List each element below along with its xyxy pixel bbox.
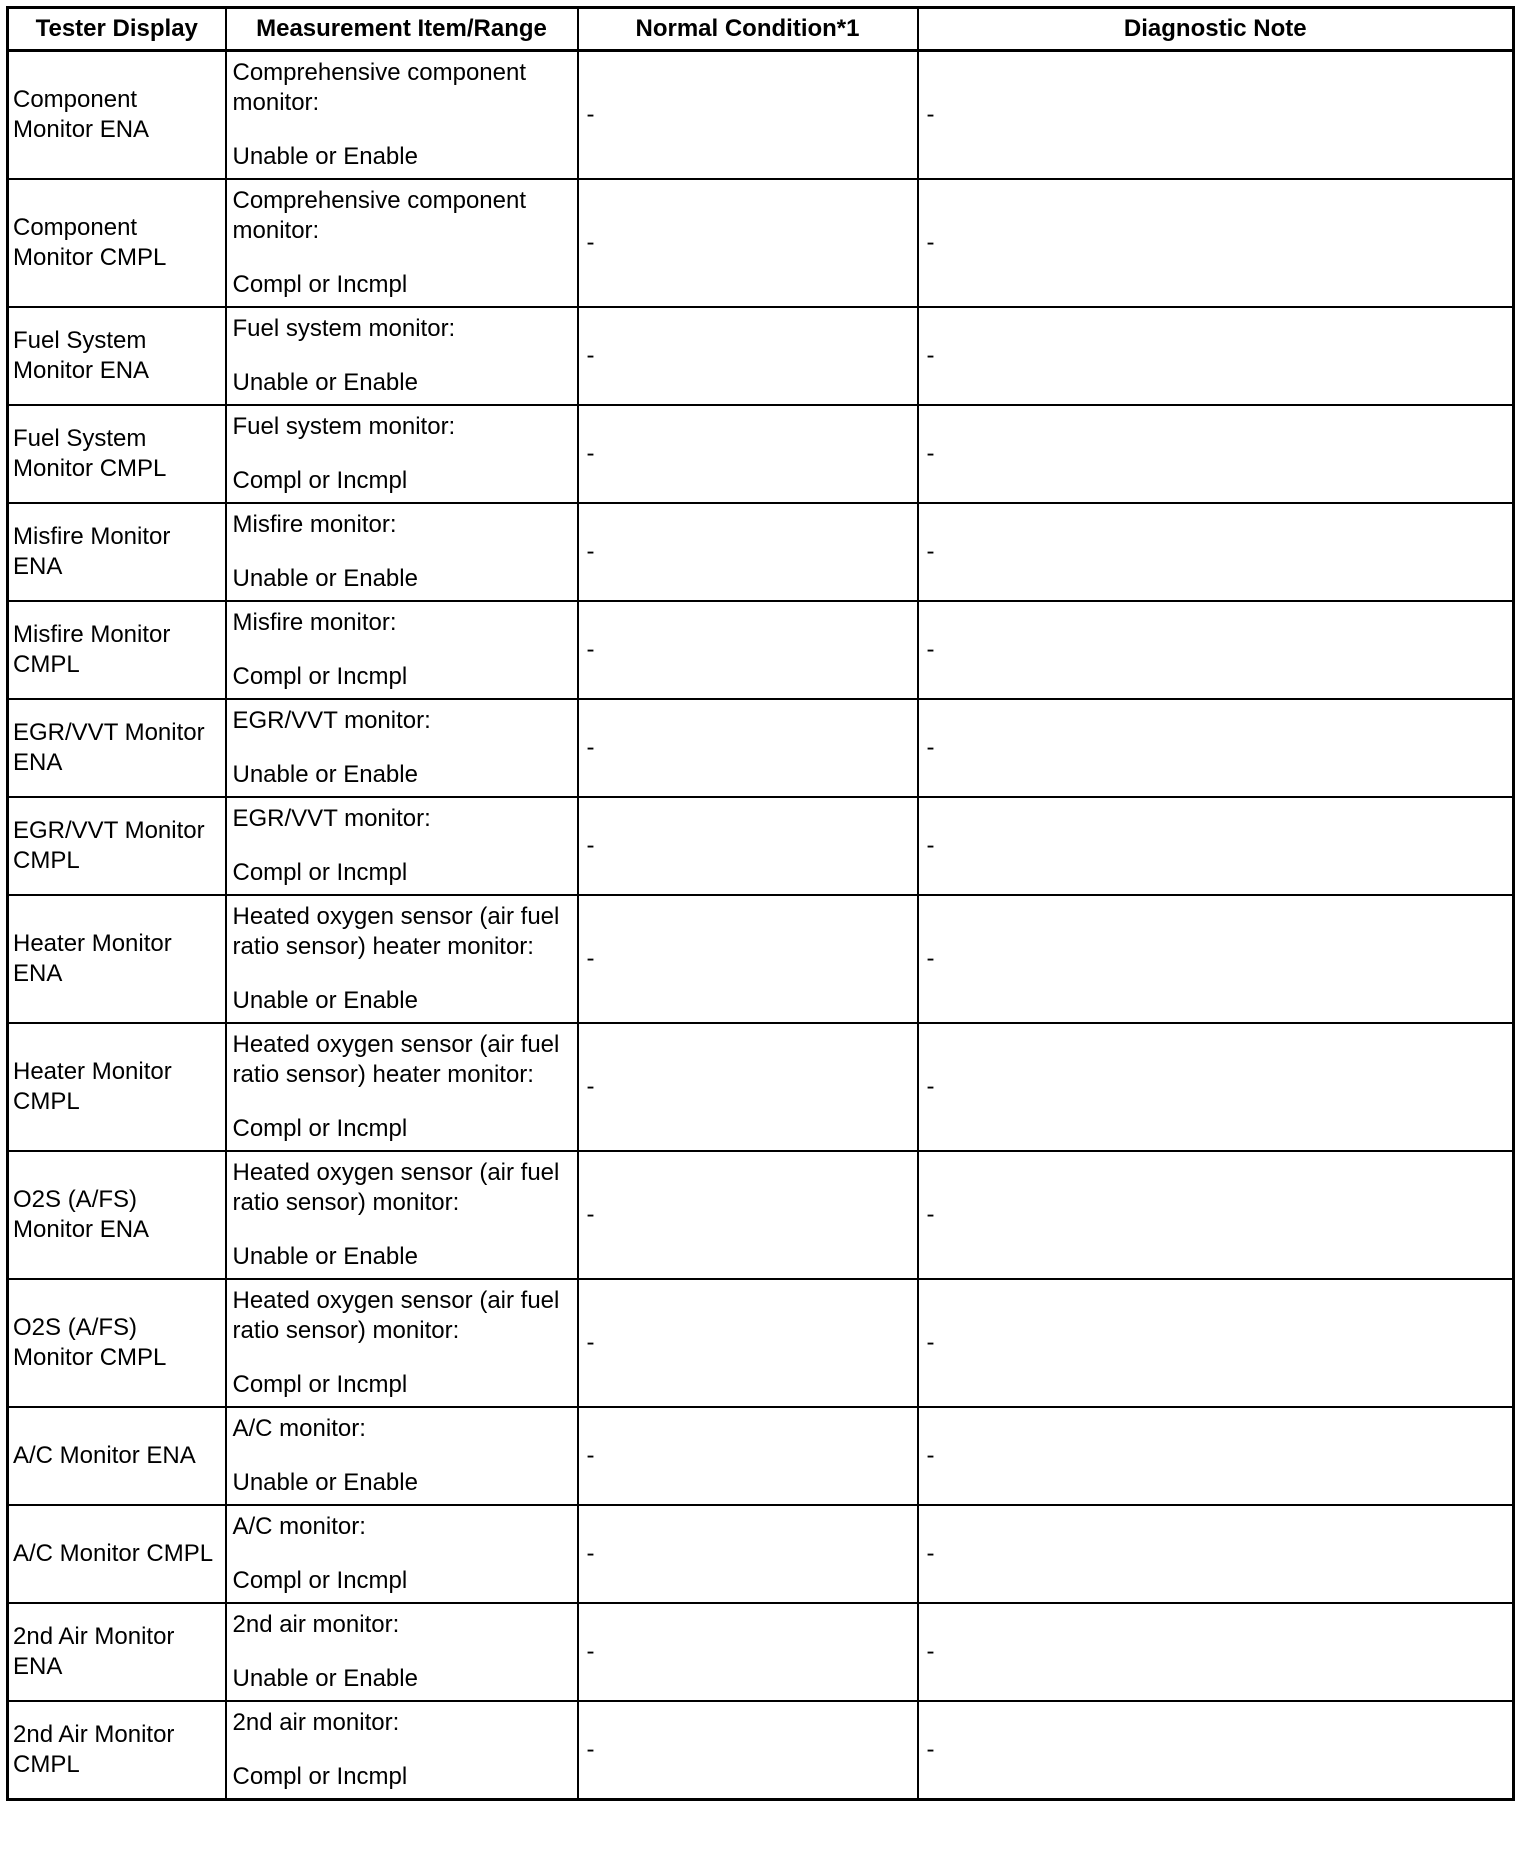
measurement-item-cell (226, 503, 578, 601)
diagnostic-note-cell (918, 895, 1514, 1023)
tester-display-cell (8, 895, 226, 1023)
measurement-item-cell (226, 179, 578, 307)
table-row (8, 895, 1514, 1023)
normal-condition-cell (578, 1407, 918, 1505)
normal-condition-text: - (586, 1540, 595, 1567)
measurement-item-cell (226, 1505, 578, 1603)
tester-display-text: A/C Monitor CMPL (13, 1540, 214, 1567)
table-row (8, 307, 1514, 405)
measurement-range-text: Unable or Enable (232, 565, 418, 592)
measurement-item-cell (226, 51, 578, 180)
measurement-item-cell (226, 699, 578, 797)
normal-condition-text: - (586, 342, 595, 369)
normal-condition-text: - (586, 832, 595, 859)
diagnostic-note-text: - (926, 1736, 935, 1763)
normal-condition-cell (578, 1603, 918, 1701)
measurement-item-text: Heated oxygen sensor (air fuel ratio sensor) monitor: (232, 1159, 560, 1216)
measurement-item-cell (226, 1151, 578, 1279)
normal-condition-text: - (586, 945, 595, 972)
measurement-item-cell (226, 1279, 578, 1407)
tester-display-cell (8, 503, 226, 601)
measurement-item-cell (226, 895, 578, 1023)
diagnostic-note-cell (918, 1407, 1514, 1505)
normal-condition-text: - (586, 1329, 595, 1356)
measurement-item-cell (226, 601, 578, 699)
measurement-item-text: Heated oxygen sensor (air fuel ratio sensor) monitor: (232, 1287, 560, 1344)
table-row (8, 601, 1514, 699)
normal-condition-cell (578, 405, 918, 503)
normal-condition-cell (578, 1023, 918, 1151)
table-row (8, 1023, 1514, 1151)
measurement-range-text: Compl or Incmpl (232, 1371, 408, 1398)
diagnostic-note-cell (918, 179, 1514, 307)
normal-condition-text: - (586, 101, 595, 128)
diagnostic-note-text: - (926, 945, 935, 972)
diagnostic-note-text: - (926, 832, 935, 859)
measurement-range-text: Compl or Incmpl (232, 1115, 408, 1142)
measurement-range-text: Unable or Enable (232, 143, 418, 170)
normal-condition-text: - (586, 1736, 595, 1763)
tester-display-text: Fuel System Monitor CMPL (13, 425, 167, 482)
normal-condition-cell (578, 797, 918, 895)
tester-display-text: 2nd Air Monitor ENA (13, 1623, 175, 1680)
diagnostic-note-text: - (926, 1442, 935, 1469)
table-row (8, 179, 1514, 307)
normal-condition-cell (578, 601, 918, 699)
table-body (8, 51, 1514, 1800)
table-row (8, 405, 1514, 503)
normal-condition-cell (578, 51, 918, 180)
tester-display-cell (8, 51, 226, 180)
table-header (8, 8, 1514, 51)
tester-display-cell (8, 307, 226, 405)
diagnostic-note-text: - (926, 1638, 935, 1665)
diagnostic-note-cell (918, 307, 1514, 405)
normal-condition-text: - (586, 1442, 595, 1469)
measurement-item-text: 2nd air monitor: (232, 1709, 400, 1736)
tester-display-cell (8, 1407, 226, 1505)
measurement-range-text: Unable or Enable (232, 987, 418, 1014)
diagnostic-note-cell (918, 1701, 1514, 1800)
measurement-item-cell (226, 1407, 578, 1505)
normal-condition-text: - (586, 636, 595, 663)
diagnostic-note-text: - (926, 342, 935, 369)
table-row (8, 1279, 1514, 1407)
table-row (8, 1603, 1514, 1701)
normal-condition-text: - (586, 1201, 595, 1228)
diagnostic-note-cell (918, 1603, 1514, 1701)
measurement-item-cell (226, 797, 578, 895)
diagnostic-note-cell (918, 405, 1514, 503)
measurement-item-cell (226, 1603, 578, 1701)
tester-display-cell (8, 1603, 226, 1701)
table-row (8, 1701, 1514, 1800)
tester-display-cell (8, 797, 226, 895)
normal-condition-text: - (586, 229, 595, 256)
tester-display-cell (8, 601, 226, 699)
measurement-item-text: Fuel system monitor: (232, 315, 456, 342)
diagnostic-note-text: - (926, 1540, 935, 1567)
diagnostic-note-cell (918, 699, 1514, 797)
measurement-range-text: Unable or Enable (232, 761, 418, 788)
tester-display-cell (8, 1505, 226, 1603)
measurement-item-text: Misfire monitor: (232, 511, 397, 538)
tester-display-text: Fuel System Monitor ENA (13, 327, 150, 384)
tester-display-text: Component Monitor ENA (13, 86, 150, 143)
normal-condition-text: - (586, 440, 595, 467)
tester-display-text: EGR/VVT Monitor ENA (13, 719, 205, 776)
measurement-range-text: Unable or Enable (232, 1469, 418, 1496)
tester-display-cell (8, 1279, 226, 1407)
diagnostic-note-cell (918, 1023, 1514, 1151)
diagnostic-note-cell (918, 503, 1514, 601)
diagnostic-note-cell (918, 601, 1514, 699)
diagnostic-note-text: - (926, 101, 935, 128)
tester-display-text: A/C Monitor ENA (13, 1442, 196, 1469)
tester-display-text: Heater Monitor ENA (13, 930, 172, 987)
measurement-item-text: Comprehensive component monitor: (232, 187, 526, 244)
tester-display-cell (8, 1701, 226, 1800)
diagnostic-note-text: - (926, 734, 935, 761)
normal-condition-cell (578, 1505, 918, 1603)
table-row (8, 797, 1514, 895)
diagnostic-note-text: - (926, 1201, 935, 1228)
diagnostic-note-cell (918, 1151, 1514, 1279)
table-row (8, 699, 1514, 797)
tester-display-text: EGR/VVT Monitor CMPL (13, 817, 205, 874)
data-list-sheet (6, 6, 1512, 1801)
normal-condition-text: - (586, 1638, 595, 1665)
header-tester-display: Tester Display (8, 8, 226, 51)
diagnostic-note-text: - (926, 229, 935, 256)
measurement-range-text: Compl or Incmpl (232, 663, 408, 690)
normal-condition-cell (578, 895, 918, 1023)
tester-display-cell (8, 1151, 226, 1279)
measurement-item-text: EGR/VVT monitor: (232, 805, 431, 832)
tester-display-text: Component Monitor CMPL (13, 214, 167, 271)
measurement-item-text: EGR/VVT monitor: (232, 707, 431, 734)
header-row (8, 8, 1514, 51)
measurement-range-text: Compl or Incmpl (232, 1763, 408, 1790)
measurement-range-text: Unable or Enable (232, 369, 418, 396)
normal-condition-cell (578, 1151, 918, 1279)
normal-condition-text: - (586, 1073, 595, 1100)
diagnostic-note-text: - (926, 636, 935, 663)
measurement-item-cell (226, 307, 578, 405)
header-measurement-item-range: Measurement Item/Range (226, 8, 578, 51)
tester-display-text: Heater Monitor CMPL (13, 1058, 172, 1115)
diagnostic-note-cell (918, 1505, 1514, 1603)
measurement-range-text: Unable or Enable (232, 1243, 418, 1270)
measurement-item-cell (226, 1701, 578, 1800)
table-row (8, 51, 1514, 180)
diagnostic-note-cell (918, 1279, 1514, 1407)
measurement-item-text: Comprehensive component monitor: (232, 59, 526, 116)
diagnostic-note-cell (918, 51, 1514, 180)
normal-condition-text: - (586, 734, 595, 761)
tester-display-text: 2nd Air Monitor CMPL (13, 1721, 175, 1778)
diagnostic-note-text: - (926, 440, 935, 467)
measurement-item-text: Heated oxygen sensor (air fuel ratio sensor) heater monitor: (232, 1031, 560, 1088)
tester-data-table (6, 6, 1515, 1801)
measurement-item-text: A/C monitor: (232, 1415, 366, 1442)
measurement-range-text: Compl or Incmpl (232, 859, 408, 886)
header-diagnostic-note: Diagnostic Note (918, 8, 1514, 51)
measurement-item-text: Heated oxygen sensor (air fuel ratio sensor) heater monitor: (232, 903, 560, 960)
normal-condition-cell (578, 307, 918, 405)
normal-condition-cell (578, 179, 918, 307)
normal-condition-cell (578, 699, 918, 797)
tester-display-cell (8, 1023, 226, 1151)
measurement-item-cell (226, 1023, 578, 1151)
header-normal-condition: Normal Condition*1 (578, 8, 918, 51)
tester-display-cell (8, 699, 226, 797)
diagnostic-note-text: - (926, 1073, 935, 1100)
normal-condition-cell (578, 1701, 918, 1800)
measurement-item-cell (226, 405, 578, 503)
measurement-range-text: Compl or Incmpl (232, 271, 408, 298)
tester-display-text: Misfire Monitor CMPL (13, 621, 171, 678)
tester-display-text: O2S (A/FS) Monitor ENA (13, 1186, 150, 1243)
measurement-item-text: A/C monitor: (232, 1513, 366, 1540)
measurement-item-text: Fuel system monitor: (232, 413, 456, 440)
diagnostic-note-text: - (926, 538, 935, 565)
table-row (8, 1505, 1514, 1603)
table-row (8, 503, 1514, 601)
normal-condition-cell (578, 1279, 918, 1407)
normal-condition-cell (578, 503, 918, 601)
diagnostic-note-cell (918, 797, 1514, 895)
table-row (8, 1407, 1514, 1505)
measurement-range-text: Compl or Incmpl (232, 1567, 408, 1594)
measurement-item-text: Misfire monitor: (232, 609, 397, 636)
measurement-item-text: 2nd air monitor: (232, 1611, 400, 1638)
measurement-range-text: Compl or Incmpl (232, 467, 408, 494)
measurement-range-text: Unable or Enable (232, 1665, 418, 1692)
table-row (8, 1151, 1514, 1279)
normal-condition-text: - (586, 538, 595, 565)
tester-display-text: O2S (A/FS) Monitor CMPL (13, 1314, 167, 1371)
tester-display-cell (8, 179, 226, 307)
diagnostic-note-text: - (926, 1329, 935, 1356)
tester-display-cell (8, 405, 226, 503)
tester-display-text: Misfire Monitor ENA (13, 523, 171, 580)
